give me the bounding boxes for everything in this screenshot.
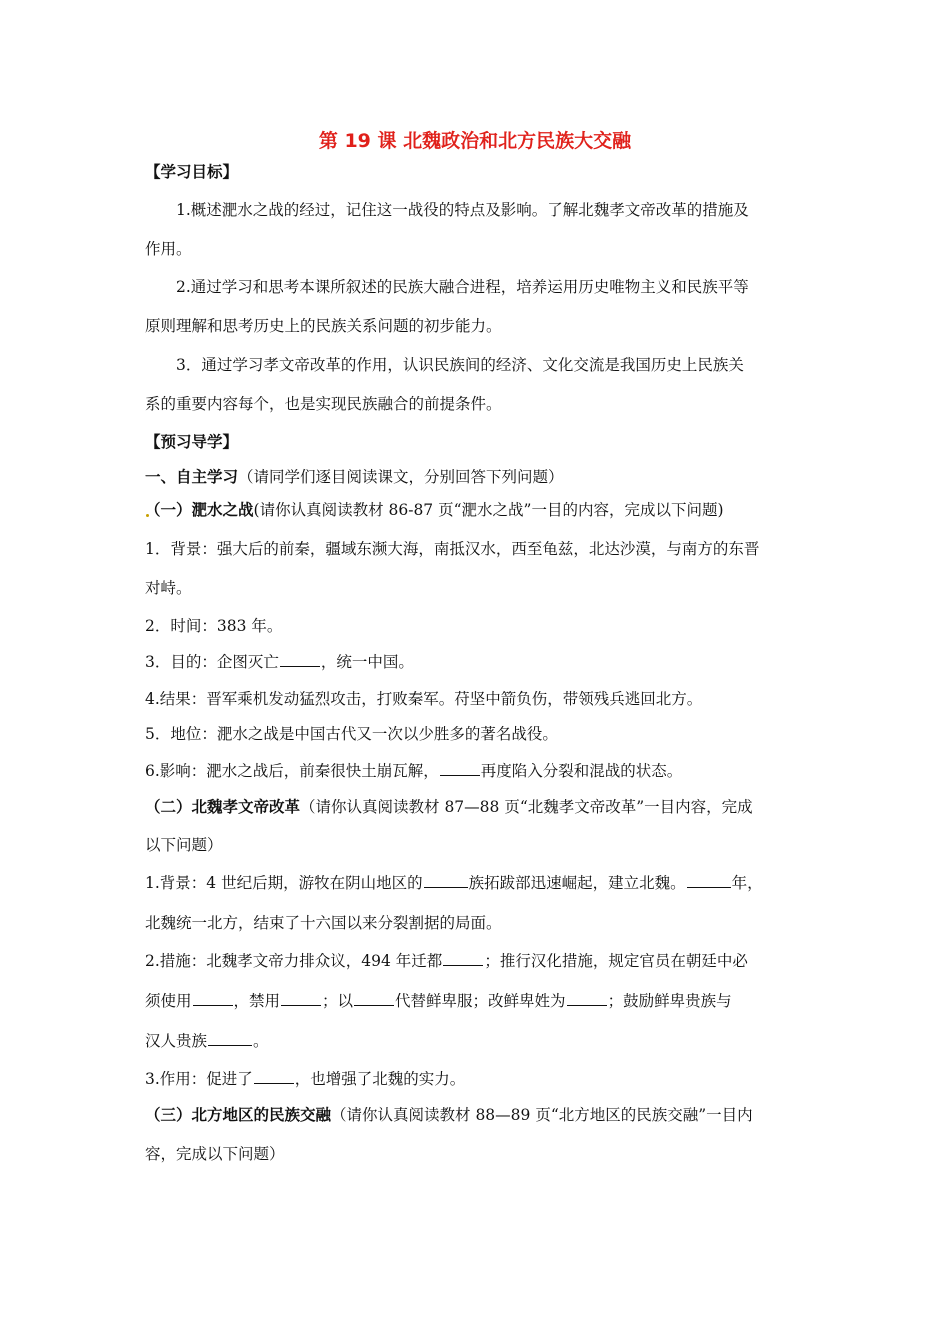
part2-line-6 bbox=[145, 1068, 890, 1090]
part2-heading-line bbox=[145, 796, 890, 818]
goal-line-4: 原则理解和思考历史上的民族关系问题的初步能力。 bbox=[145, 317, 502, 335]
goal-line-2: 作用。 bbox=[145, 240, 192, 258]
text: 汉人贵族 bbox=[145, 1032, 208, 1050]
blank[interactable] bbox=[254, 1069, 294, 1084]
text: 再度陷入分裂和混战的状态。 bbox=[480, 762, 683, 780]
part2-note: （请你认真阅读教材 87—88 页“北魏孝文帝改革”一目内容，完成 bbox=[300, 798, 753, 816]
section1-note: （请同学们逐目阅读课文，分别回答下列问题） bbox=[238, 468, 564, 486]
text: 6.影响：淝水之战后，前秦很快土崩瓦解， bbox=[145, 762, 439, 780]
goal-line-1: 1.概述淝水之战的经过，记住这一战役的特点及影响。了解北魏孝文帝改革的措施及 bbox=[176, 201, 749, 219]
part3-heading: （三）北方地区的民族交融 bbox=[145, 1105, 332, 1124]
text: 族拓跋部迅速崛起，建立北魏。 bbox=[468, 874, 686, 892]
part2-line-4 bbox=[145, 990, 890, 1012]
part1-line-5: 4.结果：晋军乘机发动猛烈攻击，打败秦军。苻坚中箭负伤，带领残兵逃回北方。 bbox=[145, 690, 703, 708]
part1-heading-line bbox=[145, 499, 890, 521]
part3-note: （请你认真阅读教材 88—89 页“北方地区的民族交融”一目内 bbox=[331, 1106, 753, 1124]
text: 须使用 bbox=[145, 992, 192, 1010]
text: 。 bbox=[253, 1032, 269, 1050]
text: 2.措施：北魏孝文帝力排众议，494 年迁都 bbox=[145, 952, 443, 970]
part1-line-2: 对峙。 bbox=[145, 579, 192, 597]
part1-heading: （一）淝水之战 bbox=[145, 500, 254, 519]
text: ；以 bbox=[322, 992, 354, 1010]
section1-line bbox=[145, 466, 890, 488]
part3-note-2: 容，完成以下问题） bbox=[145, 1145, 285, 1163]
text: 年， bbox=[731, 874, 763, 892]
part1-line-1: 1．背景：强大后的前秦，疆域东濒大海，南抵汉水，西至龟兹，北达沙漠，与南方的东晋 bbox=[145, 540, 760, 558]
blank[interactable] bbox=[424, 873, 468, 888]
part1-line-7 bbox=[145, 760, 890, 782]
part2-note-2: 以下问题） bbox=[145, 836, 223, 854]
part2-line-2: 北魏统一北方，结束了十六国以来分裂割据的局面。 bbox=[145, 914, 502, 932]
blank[interactable] bbox=[443, 951, 483, 966]
text: 3．目的：企图灭亡 bbox=[145, 653, 279, 671]
part1-line-4 bbox=[145, 651, 890, 673]
blank[interactable] bbox=[440, 761, 480, 776]
part1-note: (请你认真阅读教材 86-87 页“淝水之战”一目的内容，完成以下问题) bbox=[253, 501, 724, 519]
page-title: 第 19 课 北魏政治和北方民族大交融 bbox=[318, 130, 632, 152]
blank[interactable] bbox=[208, 1031, 252, 1046]
text: 代替鲜卑服；改鲜卑姓为 bbox=[395, 992, 566, 1010]
text: ，也增强了北魏的实力。 bbox=[294, 1070, 466, 1088]
text: ；鼓励鲜卑贵族与 bbox=[607, 992, 732, 1010]
goal-line-5: 3．通过学习孝文帝改革的作用，认识民族间的经济、文化交流是我国历史上民族关 bbox=[176, 356, 744, 374]
text: ，禁用 bbox=[233, 992, 281, 1010]
part3-heading-line bbox=[145, 1104, 890, 1126]
preview-heading: 【预习导学】 bbox=[145, 432, 239, 451]
blank[interactable] bbox=[687, 873, 731, 888]
text: ，统一中国。 bbox=[320, 653, 414, 671]
part2-heading: （二）北魏孝文帝改革 bbox=[145, 797, 301, 816]
goal-line-3: 2.通过学习和思考本课所叙述的民族大融合进程，培养运用历史唯物主义和民族平等 bbox=[176, 278, 749, 296]
part1-line-3: 2．时间：383 年。 bbox=[145, 617, 283, 635]
goals-heading: 【学习目标】 bbox=[145, 162, 239, 181]
blank[interactable] bbox=[354, 991, 394, 1006]
text: 3.作用：促进了 bbox=[145, 1070, 253, 1088]
blank[interactable] bbox=[567, 991, 607, 1006]
part2-line-3 bbox=[145, 950, 890, 972]
text: ；推行汉化措施，规定官员在朝廷中必 bbox=[484, 952, 748, 970]
blank[interactable] bbox=[280, 652, 320, 667]
section1-heading: 一、自主学习 bbox=[145, 467, 239, 486]
blank[interactable] bbox=[281, 991, 321, 1006]
text: 1.背景：4 世纪后期，游牧在阴山地区的 bbox=[145, 874, 423, 892]
goal-line-6: 系的重要内容每个，也是实现民族融合的前提条件。 bbox=[145, 395, 502, 413]
part1-line-6: 5．地位：淝水之战是中国古代又一次以少胜多的著名战役。 bbox=[145, 725, 558, 743]
part2-line-5 bbox=[145, 1030, 890, 1052]
blank[interactable] bbox=[193, 991, 233, 1006]
part2-line-1 bbox=[145, 872, 890, 894]
